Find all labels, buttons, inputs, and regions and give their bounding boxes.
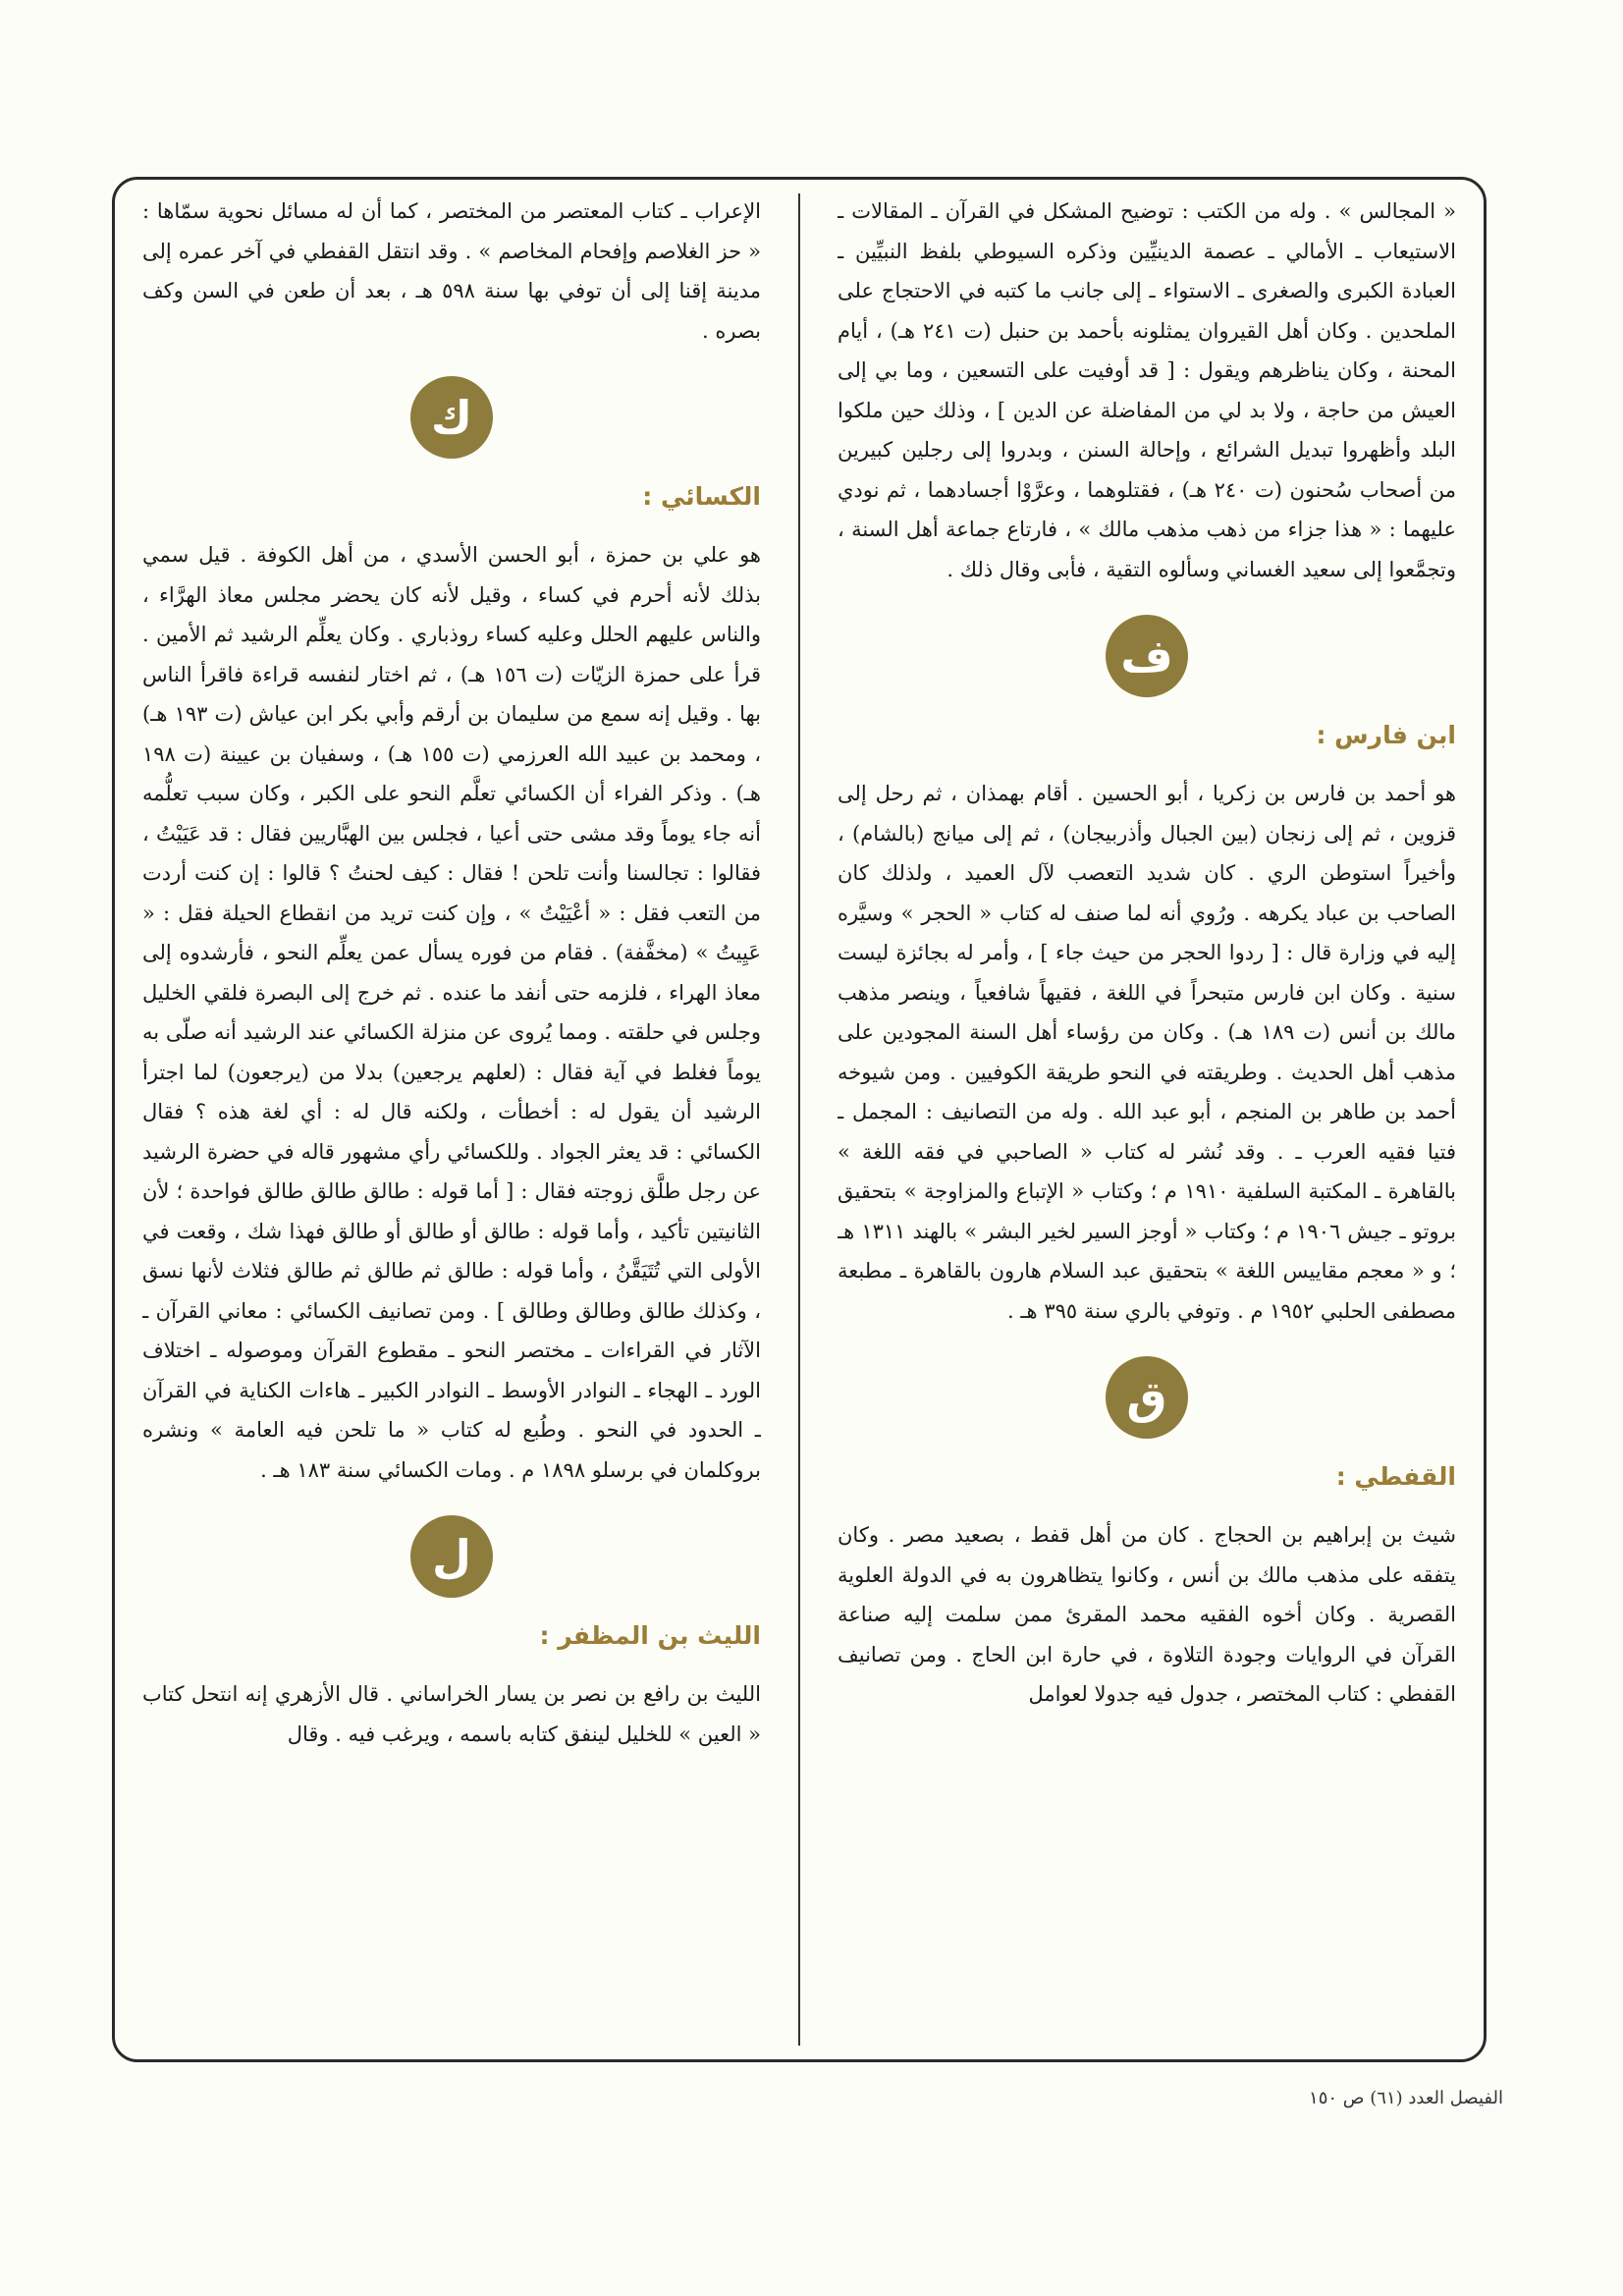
page-frame [112,177,1487,2062]
continued-article-text: « المجالس » . وله من الكتب : توضيح المشكل في القرآن ـ المقالات ـ الاستيعاب ـ الأمالي ـ عصمة الدينيِّين وذكره السيوطي بلفظ النبيِّين ـ العبادة الكبرى والصغرى ـ الاستواء ـ إلى جانب ما كتبه في الاحتجاج على الملحدين . وكان أهل القيروان يمثلونه بأحمد بن حنبل (ت ٢٤١ هـ) ، أيام المحنة ، وكان يناظرهم ويقول : [ قد أوفيت على التسعين ، وما بي إلى العيش من حاجة ، ولا بد لي من المفاضلة عن الدين ] ، وذلك حين ملكوا البلد وأظهروا تبديل الشرائع ، وإحالة السنن ، وبدروا إلى رجلين كبيرين من أصحاب سُحنون (ت ٢٤٠ هـ) ، فقتلوهما ، وعرَّوْا أجسادهما ، ثم نودي عليهما : « هذا جزاء من ذهب مذهب مالك » ، فارتاع جماعة أهل السنة ، وتجمَّعوا إلى سعيد الغساني وسألوه التقية ، فأبى وقال ذلك . [838,199,1456,581]
kisai-heading: الكسائي : [642,482,761,511]
ibn-faris-heading: ابن فارس : [1316,721,1456,749]
layth-text: الليث بن رافع بن نصر بن يسار الخراساني . قال الأزهري إنه انتحل كتاب « العين » للخليل لينفق كتابه باسمه ، ويرغب فيه . وقال [142,1682,761,1746]
qifti-heading: القفطي : [1335,1462,1456,1491]
qifti-continued-text: الإعراب ـ كتاب المعتصر من المختصر ، كما أن له مسائل نحوية سمّاها : « حز الغلاصم وإفحام المخاصم » . وقد انتقل القفطي في آخر عمره إلى مدينة إقنا إلى أن توفي بها سنة ٥٩٨ هـ ، بعد أن طعن في السن وكف بصره . [142,199,761,343]
letter-fa-badge: ف [1106,615,1188,697]
left-column [142,191,761,2048]
right-column [838,191,1456,2048]
kisai-text: هو علي بن حمزة ، أبو الحسن الأسدي ، من أهل الكوفة . قيل سمي بذلك لأنه أحرم في كساء ، وقيل لأنه كان يحضر مجلس معاذ الهرَّاء ، والناس عليهم الحلل وعليه كساء روذباري . وكان يعلِّم الرشيد ثم الأمين . قرأ على حمزة الزيّات (ت ١٥٦ هـ) ، ثم اختار لنفسه قراءة فاقرأ الناس بها . وقيل إنه سمع من سليمان بن أرقم وأبي بكر ابن عياش (ت ١٩٣ هـ) ، ومحمد بن عبيد الله العرزمي (ت ١٥٥ هـ) ، وسفيان بن عيينة (ت ١٩٨ هـ) . وذكر الفراء أن الكسائي تعلَّم النحو على الكبر ، وكان سبب تعلُّمه أنه جاء يوماً وقد مشى حتى أعيا ، فجلس بين الهبَّاريين فقال : قد عَيَيْتُ ، فقالوا : تجالسنا وأنت تلحن ! فقال : كيف لحنتُ ؟ قالوا : إن كنت أردت من التعب فقل : « أعْيَيْتُ » ، وإن كنت تريد من انقطاع الحيلة فقل : « عَيِيتُ » (مخفَّفة) . فقام من فوره يسأل عمن يعلِّم النحو ، فأرشدوه إلى معاذ الهراء ، فلزمه حتى أنفد ما عنده . ثم خرج إلى البصرة فلقي الخليل وجلس في حلقته . ومما يُروى عن منزلة الكسائي عند الرشيد أنه صلّى به يوماً فغلط في آية فقال : (لعلهم يرجعين) بدلا من (يرجعون) لما اجترأ الرشيد أن يقول له : أخطأت ، ولكنه قال له : أي لغة هذه ؟ فقال الكسائي : قد يعثر الجواد . وللكسائي رأي مشهور قاله في حضرة الرشيد عن رجل طلَّق زوجته فقال : [ أما قوله : طالق طالق طالق فواحدة ؛ لأن الثانيتين تأكيد ، وأما قوله : طالق أو طالق أو طالق فهذا شك ، وقعت في الأولى التي تُتَيَقَّنُ ، وأما قوله : طالق ثم طالق ثم طالق فثلاث لأنها نسق ، وكذلك طالق وطالق وطالق ] . ومن تصانيف الكسائي : معاني القرآن ـ الآثار في القراءات ـ مختصر النحو ـ مقطوع القرآن وموصوله ـ اختلاف الورد ـ الهجاء ـ النوادر الأوسط ـ النوادر الكبير ـ هاءات الكناية في القرآن ـ الحدود في النحو . وطُبع له كتاب « ما تلحن فيه العامة » ونشره بروكلمان في برسلو ١٨٩٨ م . ومات الكسائي سنة ١٨٣ هـ . [142,543,761,1482]
column-divider [798,193,800,2046]
letter-lam-badge: ل [410,1515,493,1598]
page-folio: الفيصل العدد (٦١) ص ١٥٠ [1309,2088,1503,2108]
letter-kaf-badge: ك [410,376,493,459]
letter-qaf-badge: ق [1106,1356,1188,1439]
ibn-faris-text: هو أحمد بن فارس بن زكريا ، أبو الحسين . أقام بهمذان ، ثم رحل إلى قزوين ، ثم إلى زنجان (بين الجبال وأذربيجان) ، ثم إلى ميانج (بالشام) ، وأخيراً استوطن الري . كان شديد التعصب لآل العميد ، ولذلك كان الصاحب بن عباد يكرهه . ورُوي أنه لما صنف له كتاب « الحجر » وسيَّره إليه في وزارة قال : [ ردوا الحجر من حيث جاء ] ، وأمر له بجائزة ليست سنية . وكان ابن فارس متبحراً في اللغة ، فقيهاً شافعياً ، وينصر مذهب مالك بن أنس (ت ١٨٩ هـ) . وكان من رؤساء أهل السنة المجودين على مذهب أهل الحديث . وطريقته في النحو طريقة الكوفيين . ومن شيوخه أحمد بن طاهر بن المنجم ، أبو عبد الله . وله من التصانيف : المجمل ـ فتيا فقيه العرب ـ . وقد نُشر له كتاب « الصاحبي في فقه اللغة » بالقاهرة ـ المكتبة السلفية ١٩١٠ م ؛ وكتاب « الإتباع والمزاوجة » بتحقيق بروتو ـ جيش ١٩٠٦ م ؛ وكتاب « أوجز السير لخير البشر » بالهند ١٣١١ هـ ؛ و « معجم مقاييس اللغة » بتحقيق عبد السلام هارون بالقاهرة ـ مطبعة مصطفى الحلبي ١٩٥٢ م . وتوفي بالري سنة ٣٩٥ هـ . [838,782,1456,1323]
layth-heading: الليث بن المظفر : [539,1621,761,1650]
qifti-text: شيث بن إبراهيم بن الحجاج . كان من أهل قفط ، بصعيد مصر . وكان يتفقه على مذهب مالك بن أنس ، وكانوا يتظاهرون به في الدولة العلوية القصرية . وكان أخوه الفقيه محمد المقرئ ممن سلمت إليه صناعة القرآن في الروايات وجودة التلاوة ، في حارة ابن الحاج . ومن تصانيف القفطي : كتاب المختصر ، جدول فيه جدولا لعوامل [838,1523,1456,1706]
